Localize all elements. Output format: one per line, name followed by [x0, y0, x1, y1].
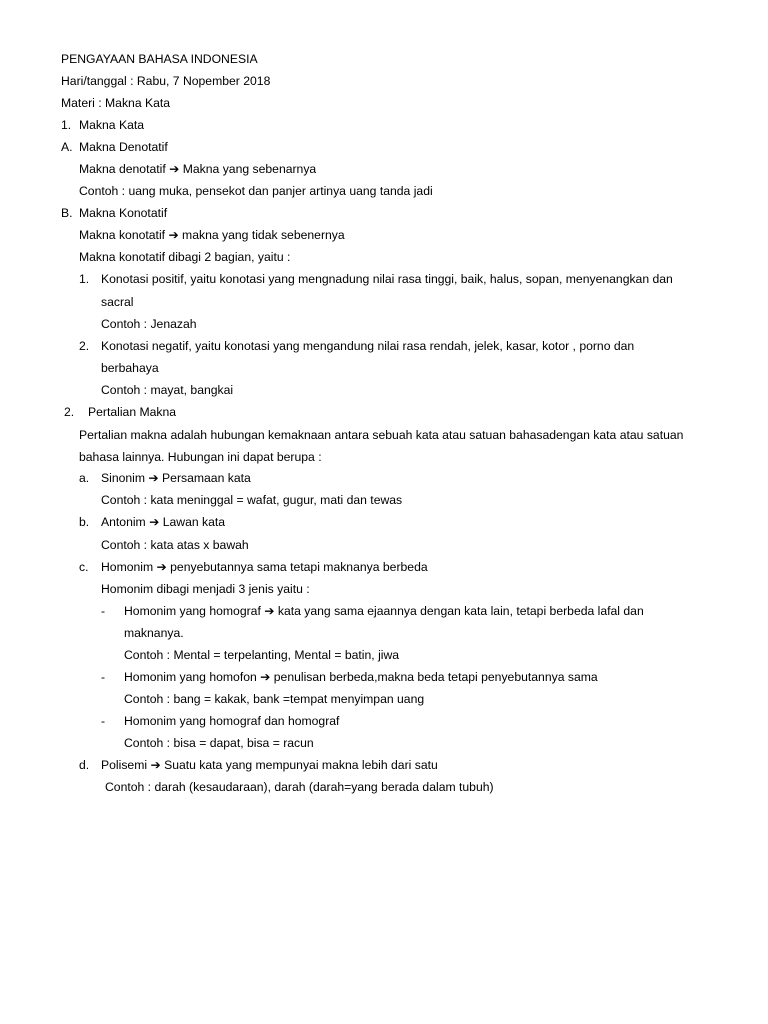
polisemi-letter: d. [79, 758, 90, 772]
term: Sinonim [101, 471, 146, 485]
denotatif-definition [79, 161, 316, 177]
list-item-text-cont: sacral [101, 295, 134, 309]
list-item-example: Contoh : mayat, bangkai [101, 383, 234, 397]
definition: kata yang sama ejaannya dengan kata lain, tetapi berbeda lafal dan [277, 604, 644, 618]
list-item-text: Konotasi positif, yaitu konotasi yang mengnadung nilai rasa tinggi, baik, halus, sopan, menyenangkan dan [101, 272, 673, 286]
homograf-homograf-example: Contoh : bisa = dapat, bisa = racun [124, 736, 314, 750]
doc-date: Hari/tanggal : Rabu, 7 Nopember 2018 [61, 74, 271, 88]
definition: penyebutannya sama tetapi maknanya berbeda [170, 560, 428, 574]
arrow-right-icon: ➔ [168, 228, 179, 242]
bullet: - [101, 604, 106, 618]
list-item-number: 2. [79, 339, 90, 353]
arrow-right-icon: ➔ [169, 162, 180, 176]
term: Homonim [101, 560, 154, 574]
arrow-right-icon: ➔ [264, 604, 275, 618]
section1-title: Makna Kata [79, 118, 145, 132]
section1b-number: B. [61, 206, 73, 220]
sinonim-definition [101, 470, 251, 486]
section2-title: Pertalian Makna [88, 405, 177, 419]
term: Makna konotatif [79, 228, 166, 242]
section2-desc-cont: bahasa lainnya. Hubungan ini dapat berupa : [79, 450, 322, 464]
konotatif-intro: Makna konotatif dibagi 2 bagian, yaitu : [79, 250, 291, 264]
homonim-letter: c. [79, 560, 89, 574]
list-item-text-cont: berbahaya [101, 361, 159, 375]
doc-title: PENGAYAAN BAHASA INDONESIA [61, 52, 258, 66]
term: Homonim yang homofon [124, 670, 257, 684]
homofon-example: Contoh : bang = kakak, bank =tempat menyimpan uang [124, 692, 425, 706]
homograf-definition [124, 603, 644, 619]
section1a-title: Makna Denotatif [79, 140, 168, 154]
definition: Suatu kata yang mempunyai makna lebih dari satu [164, 758, 438, 772]
term: Antonim [101, 515, 146, 529]
homofon-definition [124, 669, 598, 685]
denotatif-example: Contoh : uang muka, pensekot dan panjer artinya uang tanda jadi [79, 184, 433, 198]
list-item-number: 1. [79, 272, 90, 286]
term: Polisemi [101, 758, 148, 772]
polisemi-definition [101, 757, 438, 773]
homonim-intro: Homonim dibagi menjadi 3 jenis yaitu : [101, 582, 310, 596]
homonim-definition [101, 559, 428, 575]
sinonim-letter: a. [79, 471, 90, 485]
section2-desc: Pertalian makna adalah hubungan kemaknaan antara sebuah kata atau satuan bahasadengan kata atau satuan [79, 428, 684, 442]
arrow-right-icon: ➔ [156, 560, 167, 574]
antonim-definition [101, 514, 225, 530]
polisemi-example: Contoh : darah (kesaudaraan), darah (darah=yang berada dalam tubuh) [105, 780, 494, 794]
section2-number: 2. [64, 405, 75, 419]
bullet: - [101, 714, 106, 728]
list-item-text: Konotasi negatif, yaitu konotasi yang mengandung nilai rasa rendah, jelek, kasar, kotor , porno dan [101, 339, 635, 353]
definition: penulisan berbeda,makna beda tetapi penyebutannya sama [273, 670, 598, 684]
definition: Persamaan kata [162, 471, 251, 485]
arrow-right-icon: ➔ [149, 515, 160, 529]
antonim-example: Contoh : kata atas x bawah [101, 538, 249, 552]
bullet: - [101, 670, 106, 684]
homograf-definition-cont: maknanya. [124, 626, 184, 640]
arrow-right-icon: ➔ [260, 670, 271, 684]
sinonim-example: Contoh : kata meninggal = wafat, gugur, mati dan tewas [101, 493, 403, 507]
section1a-number: A. [61, 140, 73, 154]
term: Makna denotatif [79, 162, 166, 176]
definition: Makna yang sebenarnya [182, 162, 317, 176]
definition: makna yang tidak sebenernya [182, 228, 345, 242]
term: Homonim yang homograf [124, 604, 261, 618]
list-item-example: Contoh : Jenazah [101, 317, 197, 331]
konotatif-definition [79, 227, 345, 243]
homograf-example: Contoh : Mental = terpelanting, Mental = batin, jiwa [124, 648, 400, 662]
section1-number: 1. [61, 118, 72, 132]
arrow-right-icon: ➔ [150, 758, 161, 772]
homograf-homograf-term: Homonim yang homograf dan homograf [124, 714, 340, 728]
definition: Lawan kata [162, 515, 226, 529]
doc-topic: Materi : Makna Kata [61, 96, 171, 110]
antonim-letter: b. [79, 515, 90, 529]
section1b-title: Makna Konotatif [79, 206, 168, 220]
arrow-right-icon: ➔ [148, 471, 159, 485]
